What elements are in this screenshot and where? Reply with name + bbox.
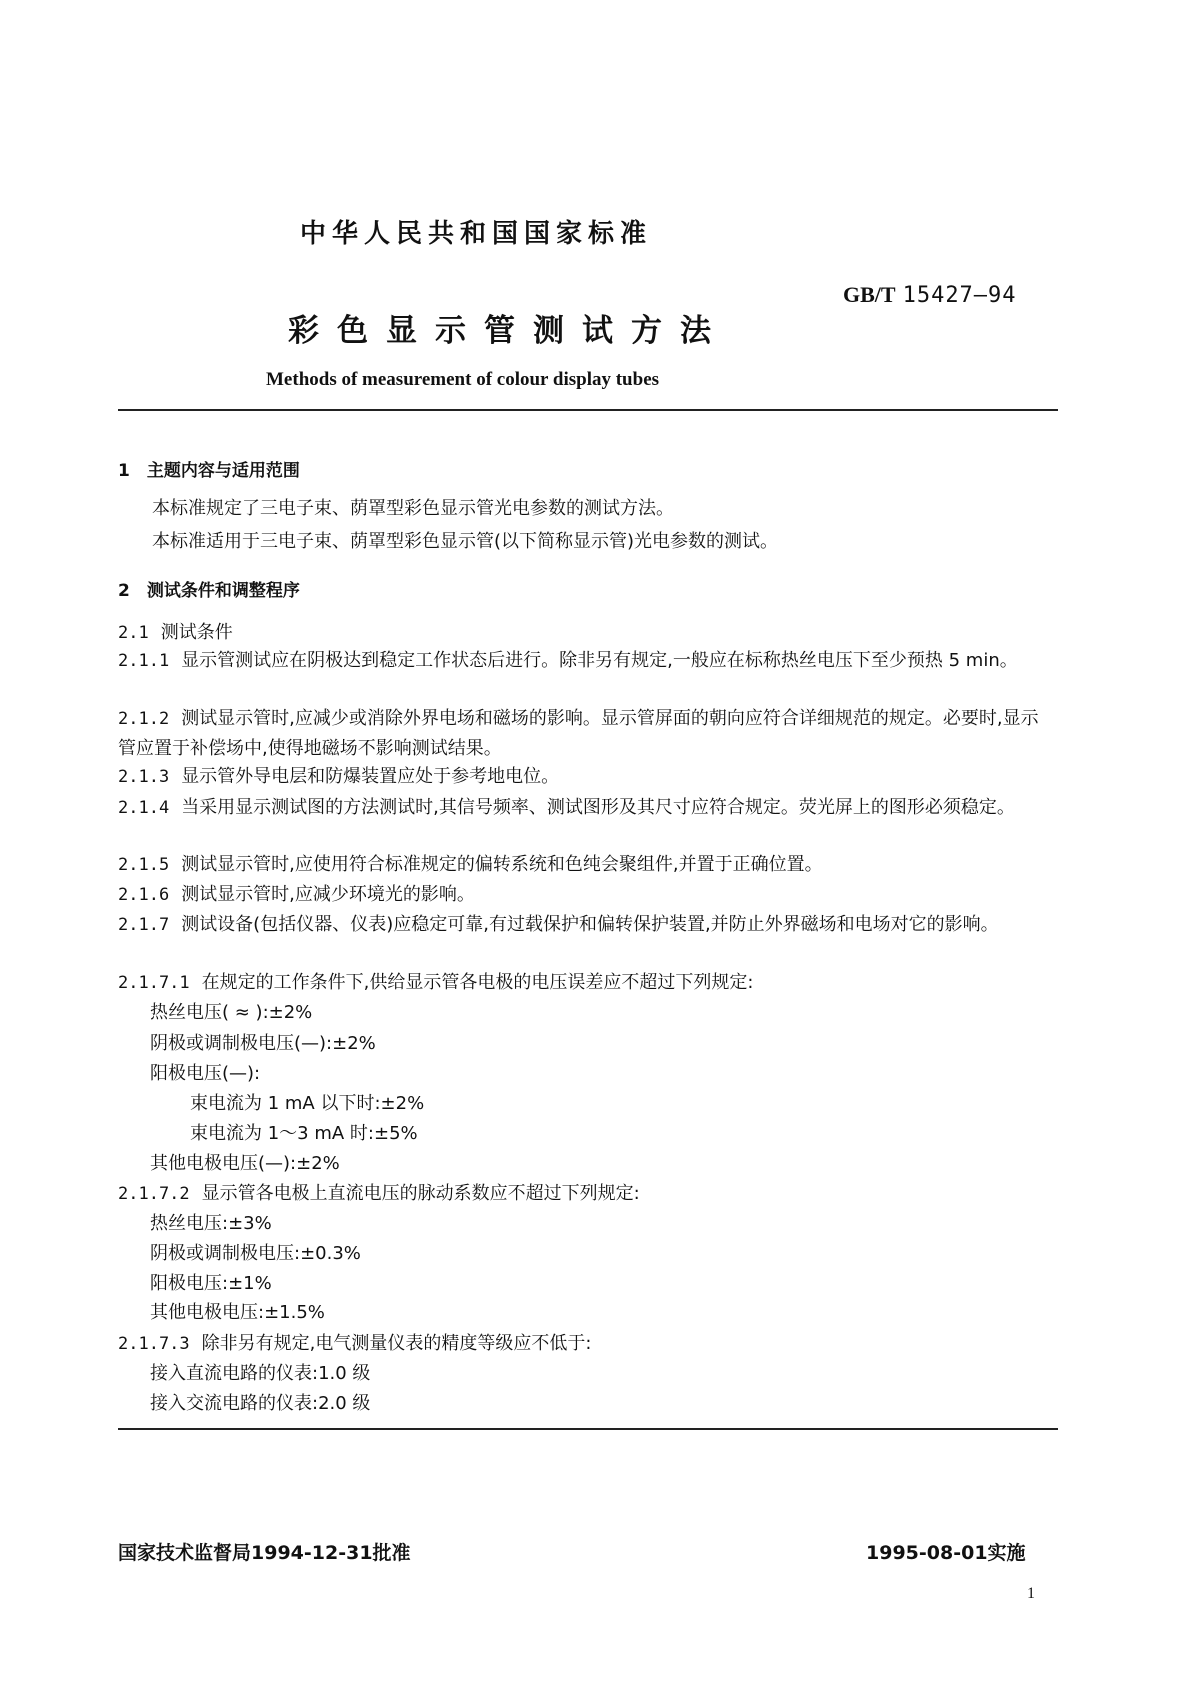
list-item: 其他电极电压(—):±2% [150,1153,340,1174]
clause-text: 测试显示管时,应减少环境光的影响。 [181,884,475,905]
clause-text: 当采用显示测试图的方法测试时,其信号频率、测试图形及其尺寸应符合规定。荧光屏上的图形必须稳定。 [181,797,1015,818]
clause-2-1-3 [118,762,559,792]
clause-text: 测试设备(包括仪器、仪表)应稳定可靠,有过载保护和偏转保护装置,并防止外界磁场和电场对它的影响。 [181,914,999,935]
section-1-paragraph-1: 本标准规定了三电子束、荫罩型彩色显示管光电参数的测试方法。 [152,498,674,519]
national-standard-title: 中华人民共和国国家标准 [300,219,653,249]
clause-2-1-7-2 [118,1179,640,1209]
clause-number: 2.1.4 [118,798,170,818]
clause-number: 2.1.5 [118,855,170,875]
clause-2-1-7-3 [118,1329,591,1359]
standard-code [843,282,1017,308]
list-item: 阴极或调制极电压:±0.3% [150,1243,361,1264]
clause-number: 2.1 [118,623,149,643]
list-item: 其他电极电压:±1.5% [150,1302,325,1323]
list-item: 热丝电压:±3% [150,1213,272,1234]
clause-text: 测试显示管时,应减少或消除外界电场和磁场的影响。显示管屏面的朝向应符合详细规范的规定。必要时,显示管应置于补偿场中,使得地磁场不影响测试结果。 [118,708,1039,759]
clause-text: 显示管各电极上直流电压的脉动系数应不超过下列规定: [201,1183,640,1204]
clause-text: 在规定的工作条件下,供给显示管各电极的电压误差应不超过下列规定: [201,972,754,993]
list-item: 束电流为 1～3 mA 时:±5% [190,1123,418,1144]
clause-number: 2.1.2 [118,709,170,729]
effective-date: 1995-08-01实施 [866,1542,1026,1564]
list-item: 热丝电压( ≈ ):±2% [150,1002,313,1023]
section-1-heading: 1 主题内容与适用范围 [118,461,300,481]
clause-2-1-2 [118,704,1053,764]
clause-text: 测试条件 [160,622,233,643]
clause-2-1-7-1 [118,968,753,998]
clause-2-1-6 [118,880,475,910]
clause-2-1-5 [118,850,823,880]
list-item: 接入交流电路的仪表:2.0 级 [150,1393,371,1414]
clause-2-1-4 [118,793,1053,823]
list-item: 阴极或调制极电压(—):±2% [150,1033,376,1054]
header-divider [118,409,1058,411]
page-number: 1 [1027,1585,1035,1602]
list-item: 接入直流电路的仪表:1.0 级 [150,1363,371,1384]
section-2-heading: 2 测试条件和调整程序 [118,581,300,601]
clause-text: 除非另有规定,电气测量仪表的精度等级应不低于: [201,1333,592,1354]
footer-divider [118,1428,1058,1430]
clause-number: 2.1.6 [118,885,170,905]
list-item: 阳极电压:±1% [150,1273,272,1294]
clause-number: 2.1.7.1 [118,973,190,993]
list-item: 束电流为 1 mA 以下时:±2% [190,1093,425,1114]
clause-number: 2.1.7.2 [118,1184,190,1204]
clause-text: 显示管外导电层和防爆装置应处于参考地电位。 [181,766,560,787]
clause-number: 2.1.7 [118,915,170,935]
clause-number: 2.1.7.3 [118,1334,190,1354]
clause-2-1-7 [118,910,1053,940]
clause-number: 2.1.1 [118,651,170,671]
section-1-paragraph-2: 本标准适用于三电子束、荫罩型彩色显示管(以下简称显示管)光电参数的测试。 [152,531,779,552]
clause-number: 2.1.3 [118,767,170,787]
clause-text: 测试显示管时,应使用符合标准规定的偏转系统和色纯会聚组件,并置于正确位置。 [181,854,823,875]
standard-code-prefix: GB/T [843,282,896,307]
clause-text: 显示管测试应在阴极达到稳定工作状态后进行。除非另有规定,一般应在标称热丝电压下至少预热 5 min。 [181,650,1018,671]
document-title-english: Methods of measurement of colour display tubes [266,369,660,390]
document-title-chinese: 彩色显示管测试方法 [288,313,729,349]
clause-2-1 [118,618,233,648]
approval-date: 国家技术监督局1994-12-31批准 [118,1542,411,1564]
list-item: 阳极电压(—): [150,1063,261,1084]
clause-2-1-1 [118,646,1053,676]
standard-code-number: 15427—94 [902,283,1017,308]
